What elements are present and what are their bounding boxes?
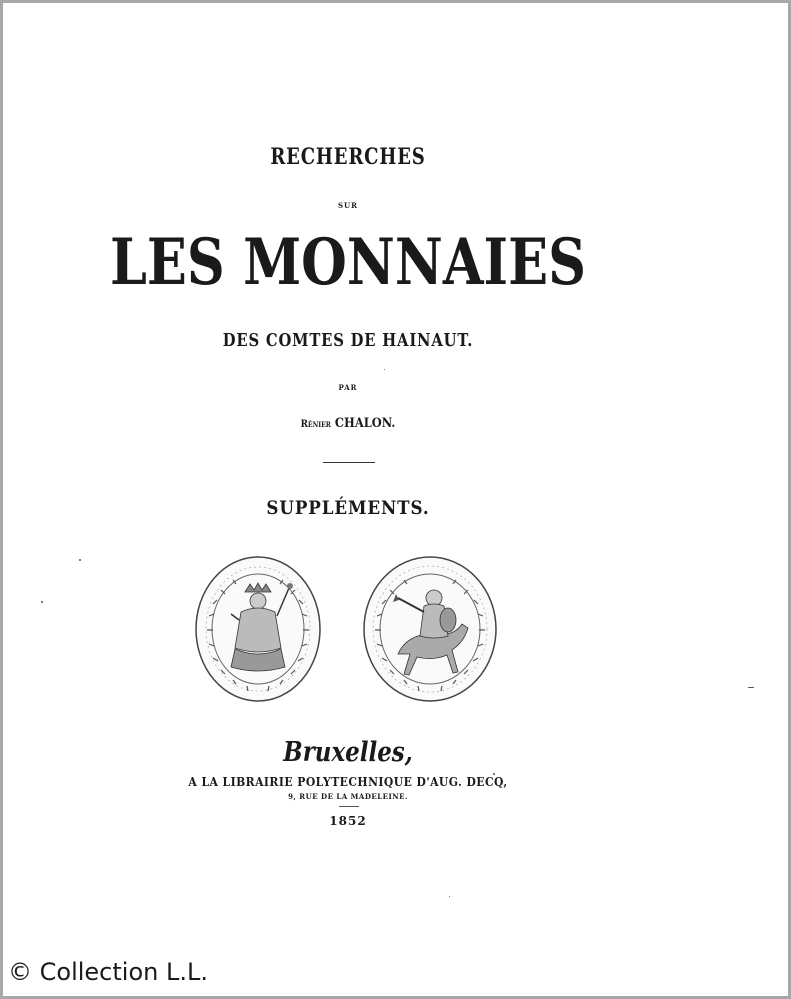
- imprint-address: 9, RUE DE LA MADELEINE.: [288, 792, 408, 801]
- title-line-sur: SUR: [338, 201, 358, 210]
- imprint-publisher: A LA LIBRAIRIE POLYTECHNIQUE D'AUG. DECQ,: [188, 775, 508, 789]
- scan-speck: [79, 559, 81, 561]
- scan-speck: [449, 896, 450, 897]
- supplements-heading: SUPPLÉMENTS.: [266, 497, 430, 519]
- imprint-city: Bruxelles,: [283, 737, 413, 768]
- scan-speck: [493, 773, 495, 775]
- scan-speck: [41, 601, 43, 603]
- scan-speck: [384, 369, 385, 370]
- divider-rule: [323, 462, 375, 463]
- seal-enthroned-count-icon: [193, 554, 323, 704]
- copyright-watermark: © Collection L.L.: [8, 958, 208, 986]
- imprint-year: 1852: [329, 814, 367, 828]
- main-title: LES MONNAIES: [110, 225, 586, 300]
- title-line-par: PAR: [338, 383, 358, 392]
- author: [44, 416, 651, 431]
- subtitle: DES COMTES DE HAINAUT.: [222, 330, 474, 351]
- author-first-name: Rénier: [300, 419, 331, 430]
- imprint-rule: [339, 806, 359, 807]
- scan-speck: [748, 687, 754, 688]
- title-line-recherches: RECHERCHES: [270, 144, 426, 170]
- seal-horseman-icon: [360, 554, 500, 704]
- author-last-name: CHALON.: [334, 416, 396, 431]
